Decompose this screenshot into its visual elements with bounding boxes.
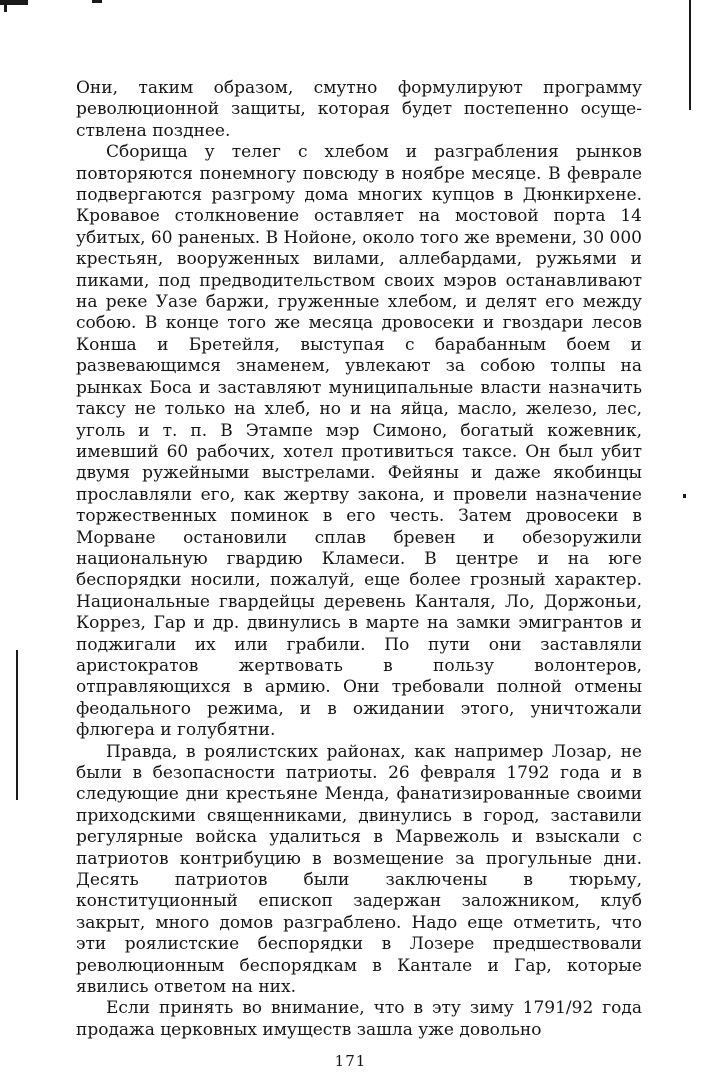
body-text <box>76 78 642 1041</box>
paragraph: Правда, в роялистских районах, как например Лозар, не были в безопасности патриоты. 26 февраля 1792 года и в следующие дни крестьяне Менда, фанатизированные своими приходскими священниками, двинулись в город, заставили регулярные войска удалиться в Марвежоль и взыскали с патриотов контрибуцию в возмещение за прогульные дни. Десять патриотов были заключены в тюрьму, конституционный епископ задержан заложником, клуб закрыт, много домов разграблено. Надо еще отметить, что эти роялистские беспорядки в Лозере предшествовали революционным беспорядкам в Кантале и Гар, которые явились ответом на них. <box>76 741 642 998</box>
scan-edge-mark <box>92 0 102 3</box>
margin-mark <box>683 494 686 498</box>
paragraph: Сборища у телег с хлебом и разграбления рынков повторяются понемногу повсюду в ноябре месяце. В феврале подвергаются разгрому дома многих купцов в Дюнкирхене. Кровавое столкновение оставляет на мостовой порта 14 убитых, 60 раненых. В Нойоне, около того же времени, 30 000 крестьян, вооруженных вилами, аллебардами, ружьями и пиками, под предводительством своих мэров останавливают на реке Уазе баржи, груженные хлебом, и делят его между собою. В конце того же месяца дровосеки и гвоздари лесов Конша и Бретейля, выступая с барабанным боем и развевающимся знаменем, увлекают за собою толпы на рынках Боса и заставляют муниципальные власти назначить таксу не только на хлеб, но и на яйца, масло, железо, лес, уголь и т. п. В Этампе мэр Симоно, богатый кожевник, имевший 60 рабочих, хотел противиться таксе. Он был убит двумя ружейными выстрелами. Фейяны и даже якобинцы прославляли его, как жертву закона, и провели назначение торжественных поминок в его честь. Затем дровосеки в Морване остановили сплав бревен и обезоружили национальную гвардию Кламеси. В центре и на юге беспорядки носили, пожалуй, еще более грозный характер. Национальные гвардейцы деревень Канталя, Ло, Доржоньи, Коррез, Гар и др. двинулись в марте на замки эмигрантов и поджигали их или грабили. По пути они заставляли аристократов жертвовать в пользу волонтеров, отправляющихся в армию. Они требовали полной отмены феодального режима, и в ожидании этого, уничтожали флюгера и голубятни. <box>76 142 642 741</box>
scan-edge-mark <box>689 0 691 110</box>
paragraph: Если принять во внимание, что в эту зиму 1791/92 года продажа церковных имуществ зашла уже довольно <box>76 998 642 1040</box>
paragraph: Они, таким образом, смутно формулируют программу революционной защиты, которая будет постепенно осуществлена позднее. <box>76 78 642 141</box>
page-number: 171 <box>334 1052 367 1070</box>
scan-edge-mark <box>4 0 7 12</box>
margin-mark <box>16 650 18 800</box>
